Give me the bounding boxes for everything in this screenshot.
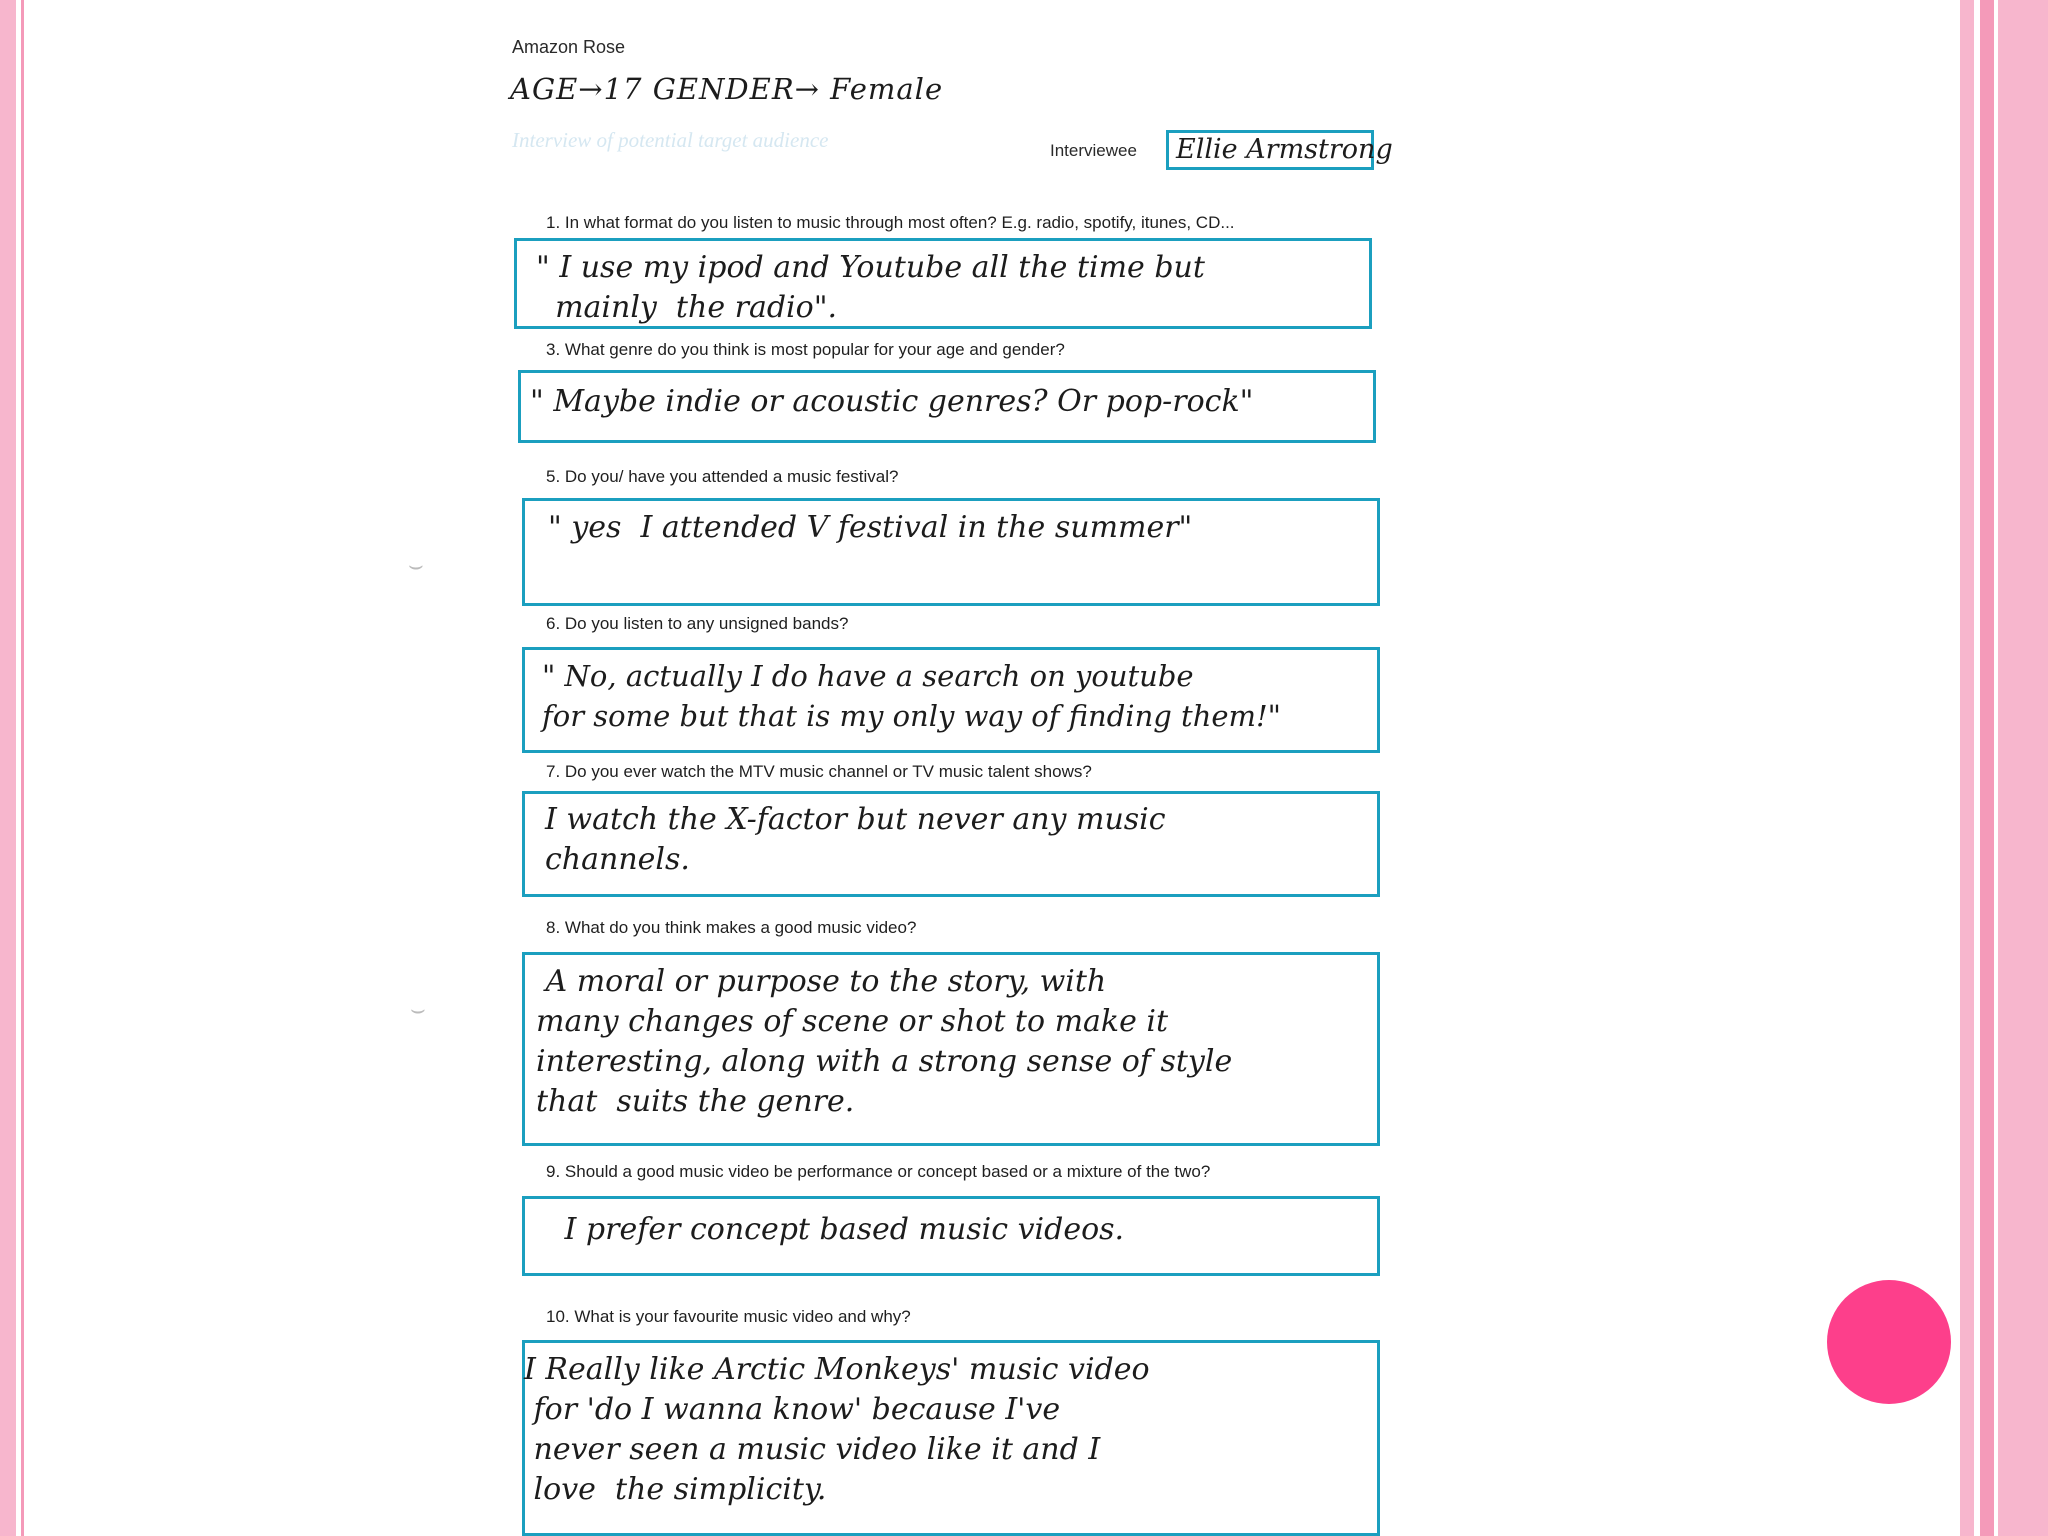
question-1: 1. In what format do you listen to music through most often? E.g. radio, spotify, itunes, CD...	[546, 213, 1235, 232]
answer-7: I watch the X-factor but never any music channels.	[545, 802, 1166, 877]
answer-10: I Really like Arctic Monkeys' music video for 'do I wanna know' because I've never seen a music video like it and I love the simplicity.	[524, 1352, 1150, 1507]
question-5: 5. Do you/ have you attended a music festival?	[546, 467, 899, 486]
writer-name: Amazon Rose	[512, 37, 626, 57]
answer-9: I prefer concept based music videos.	[555, 1212, 1125, 1247]
question-3: 3. What genre do you think is most popular for your age and gender?	[546, 340, 1065, 359]
interviewee-label: Interviewee	[1050, 141, 1137, 160]
question-7: 7. Do you ever watch the MTV music channel or TV music talent shows?	[546, 762, 1092, 781]
question-8: 8. What do you think makes a good music video?	[546, 918, 917, 937]
question-6: 6. Do you listen to any unsigned bands?	[546, 614, 849, 633]
question-10: 10. What is your favourite music video and why?	[546, 1307, 911, 1326]
scan-smudge: ⌣	[408, 552, 424, 579]
answer-3: " Maybe indie or acoustic genres? Or pop-rock"	[530, 384, 1254, 419]
answer-8: A moral or purpose to the story, with many changes of scene or shot to make it interesting, along with a strong sense of style that suits the genre.	[536, 964, 1233, 1119]
faded-form-title: Interview of potential target audience	[512, 128, 829, 152]
decorative-pink-dot	[1827, 1280, 1951, 1404]
answer-1: " I use my ipod and Youtube all the time but mainly the radio".	[536, 250, 1205, 325]
interviewee-name: Ellie Armstrong	[1176, 134, 1393, 165]
age-gender-note: AGE→17 GENDER→ Female	[510, 72, 944, 106]
question-9: 9. Should a good music video be performance or concept based or a mixture of the two?	[546, 1162, 1211, 1181]
answer-6: " No, actually I do have a search on youtube for some but that is my only way of finding them!"	[542, 659, 1282, 733]
scan-smudge: ⌣	[410, 996, 426, 1023]
answer-5: " yes I attended V festival in the summer"	[548, 510, 1193, 545]
